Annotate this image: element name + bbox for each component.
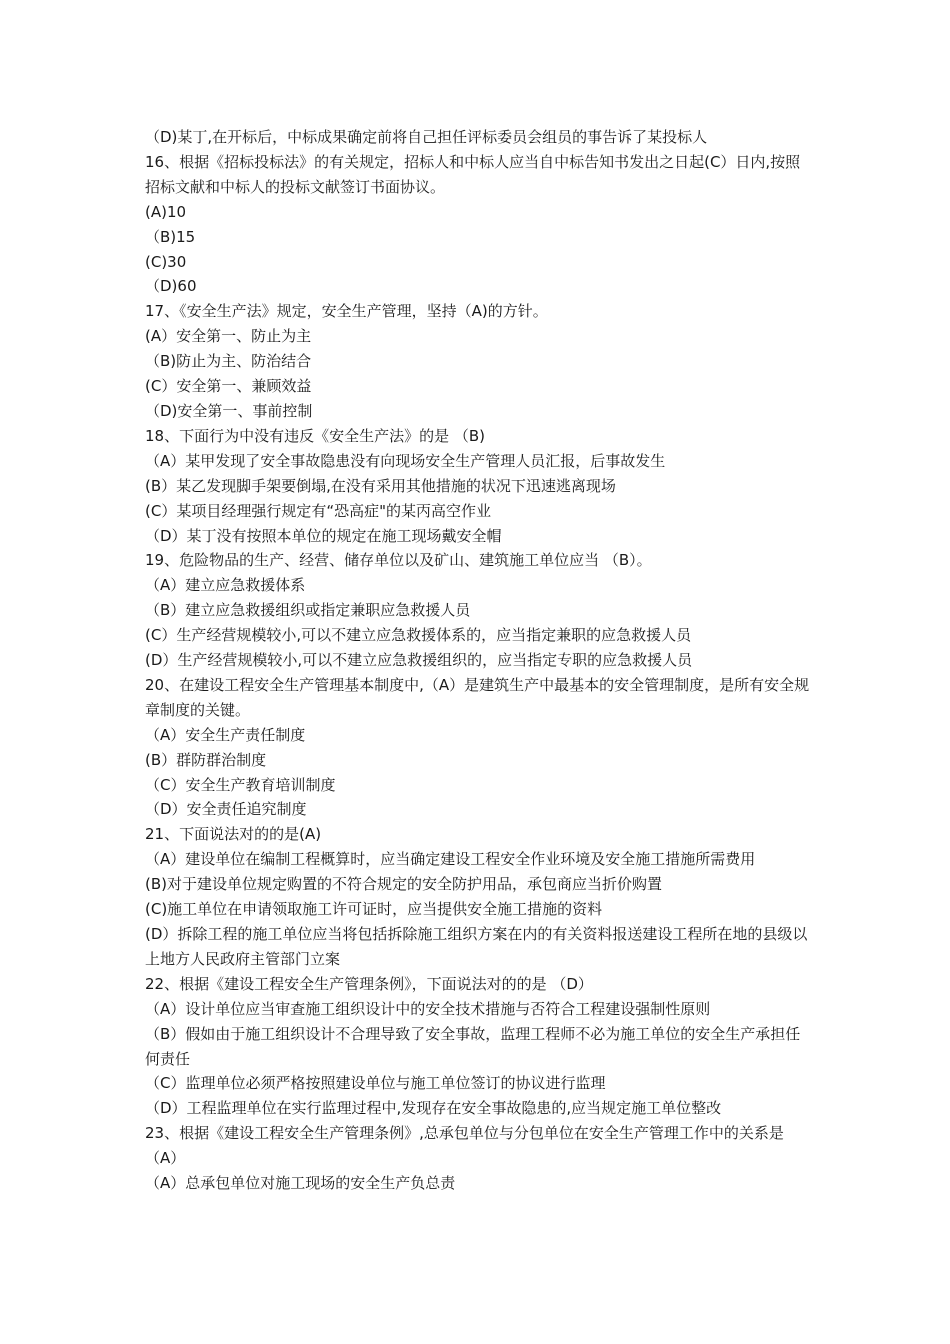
document-body: [145, 125, 815, 1196]
question-16: 16、根据《招标投标法》的有关规定，招标人和中标人应当自中标告知书发出之日起(C）日内,按照招标文献和中标人的投标文献签订书面协议。: [145, 152, 801, 196]
question-19: 19、危险物品的生产、经营、储存单位以及矿山、建筑施工单位应当 （B）。: [145, 551, 652, 570]
option-line: (C)施工单位在申请领取施工许可证时，应当提供安全施工措施的资料: [145, 900, 603, 919]
option-line: (B）某乙发现脚手架要倒塌,在没有采用其他措施的状况下迅速逃离现场: [145, 476, 616, 495]
question-18: 18、下面行为中没有违反《安全生产法》的是 （B): [145, 426, 485, 445]
option-line: (C）某项目经理强行规定有“恐高症"的某丙高空作业: [145, 501, 491, 520]
option-line: （B)防止为主、防治结合: [145, 352, 312, 371]
option-line: (D）拆除工程的施工单位应当将包括拆除施工组织方案在内的有关资料报送建设工程所在地的县级以上地方人民政府主管部门立案: [145, 925, 808, 968]
option-line: (C)30: [145, 252, 187, 271]
option-line: （A）建立应急救援体系: [145, 576, 306, 595]
option-line: （B）假如由于施工组织设计不合理导致了安全事故，监理工程师不必为施工单位的安全生产承担任何责任: [145, 1024, 801, 1068]
question-22: 22、根据《建设工程安全生产管理条例》，下面说法对的的是 （D）: [145, 974, 593, 993]
option-line: （C）安全生产教育培训制度: [145, 775, 336, 794]
option-line: （D）安全责任追究制度: [145, 800, 307, 819]
option-line: （B）建立应急救援组织或指定兼职应急救援人员: [145, 601, 471, 620]
option-line: （A）设计单位应当审查施工组织设计中的安全技术措施与否符合工程建设强制性原则: [145, 999, 711, 1018]
question-17: 17、《安全生产法》规定，安全生产管理，坚持（A)的方针。: [145, 302, 548, 321]
option-line: （C）监理单位必须严格按照建设单位与施工单位签订的协议进行监理: [145, 1074, 606, 1093]
question-23: 23、根据《建设工程安全生产管理条例》,总承包单位与分包单位在安全生产管理工作中的关系是（A）: [145, 1124, 784, 1168]
option-line: （B)15: [145, 227, 196, 246]
option-line: （A）某甲发现了安全事故隐患没有向现场安全生产管理人员汇报，后事故发生: [145, 451, 666, 470]
option-line: （D)安全第一、事前控制: [145, 401, 313, 420]
option-line: (D）生产经营规模较小,可以不建立应急救援组织的，应当指定专职的应急救援人员: [145, 651, 693, 670]
option-line: （A）总承包单位对施工现场的安全生产负总责: [145, 1174, 456, 1193]
option-line: （A）建设单位在编制工程概算时，应当确定建设工程安全作业环境及安全施工措施所需费用: [145, 850, 756, 869]
option-line: (B）群防群治制度: [145, 750, 267, 769]
option-line: （D)某丁,在开标后，中标成果确定前将自己担任评标委员会组员的事告诉了某投标人: [145, 128, 708, 146]
option-line: (C）安全第一、兼顾效益: [145, 377, 312, 396]
question-20: 20、在建设工程安全生产管理基本制度中,（A）是建筑生产中最基本的安全管理制度，是所有安全规章制度的关键。: [145, 675, 810, 719]
option-line: （D）某丁没有按照本单位的规定在施工现场戴安全帽: [145, 526, 502, 545]
option-line: (A)10: [145, 202, 187, 221]
option-line: (A）安全第一、防止为主: [145, 327, 312, 346]
option-line: (C）生产经营规模较小,可以不建立应急救援体系的，应当指定兼职的应急救援人员: [145, 626, 692, 645]
question-21: 21、下面说法对的的是(A): [145, 825, 322, 844]
option-line: (B)对于建设单位规定购置的不符合规定的安全防护用品，承包商应当折价购置: [145, 875, 662, 894]
option-line: （D)60: [145, 277, 197, 296]
option-line: （D）工程监理单位在实行监理过程中,发现存在安全事故隐患的,应当规定施工单位整改: [145, 1099, 722, 1118]
option-line: （A）安全生产责任制度: [145, 725, 306, 744]
